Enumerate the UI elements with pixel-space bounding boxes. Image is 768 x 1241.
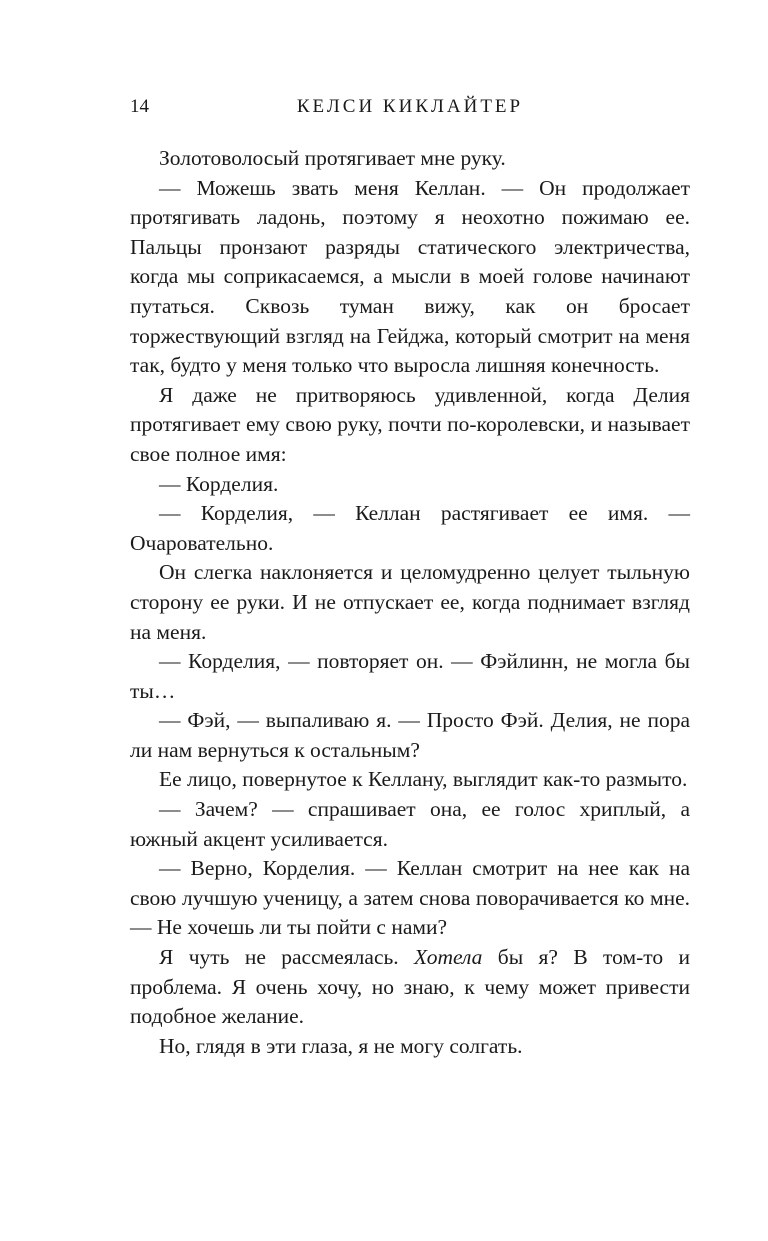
paragraph: — Корделия, — Келлан растягивает ее имя. — Очаровательно. — [130, 501, 690, 555]
paragraph: — Верно, Корделия. — Келлан смотрит на нее как на свою лучшую ученицу, а затем снова поворачивается ко мне. — Не хочешь ли ты пойти с нами? — [130, 856, 690, 940]
body-text — [130, 144, 690, 1061]
paragraph: Но, глядя в эти глаза, я не могу солгать. — [159, 1033, 523, 1058]
paragraph: — Фэй, — выпаливаю я. — Просто Фэй. Делия, не пора ли нам вернуться к остальным? — [130, 708, 690, 762]
paragraph: Я даже не притворяюсь удивленной, когда Делия протягивает ему свою руку, почти по-королевски, и называет свое полное имя: — [130, 382, 690, 466]
emphasis-text: Хотела — [414, 945, 483, 970]
paragraph: — Зачем? — спрашивает она, ее голос хриплый, а южный акцент усиливается. — [130, 797, 690, 851]
paragraph: — Корделия, — повторяет он. — Фэйлинн, не могла бы ты… — [130, 649, 690, 703]
paragraph: Золотоволосый протягивает мне руку. — [159, 146, 506, 170]
page-header — [130, 96, 690, 126]
paragraph: — Можешь звать меня Келлан. — Он продолжает протягивать ладонь, поэтому я неохотно пожимаю ее. Пальцы пронзают разряды статического электричества, когда мы соприкасаемся, а мысли в моей голове начинают путаться. Сквозь туман вижу, как он бросает торжествующий взгляд на Гейджа, который смотрит на меня так, будто у меня только что выросла лишняя конечность. — [130, 175, 690, 378]
paragraph: Он слегка наклоняется и целомудренно целует тыльную сторону ее руки. И не отпускает ее, когда поднимает взгляд на меня. — [130, 560, 690, 644]
paragraph: — Корделия. — [159, 471, 279, 496]
paragraph-text: бы я? В том-то и проблема. Я очень хочу, но знаю, к чему может привести подобное желание. — [130, 945, 690, 1029]
running-title: КЕЛСИ КИКЛАЙТЕР — [296, 96, 524, 117]
page-number: 14 — [130, 96, 149, 117]
paragraph: Ее лицо, повернутое к Келлану, выглядит как-то размыто. — [159, 767, 688, 792]
paragraph-text: Я чуть не рассмеялась. — [159, 945, 415, 970]
paragraph — [130, 943, 690, 1032]
